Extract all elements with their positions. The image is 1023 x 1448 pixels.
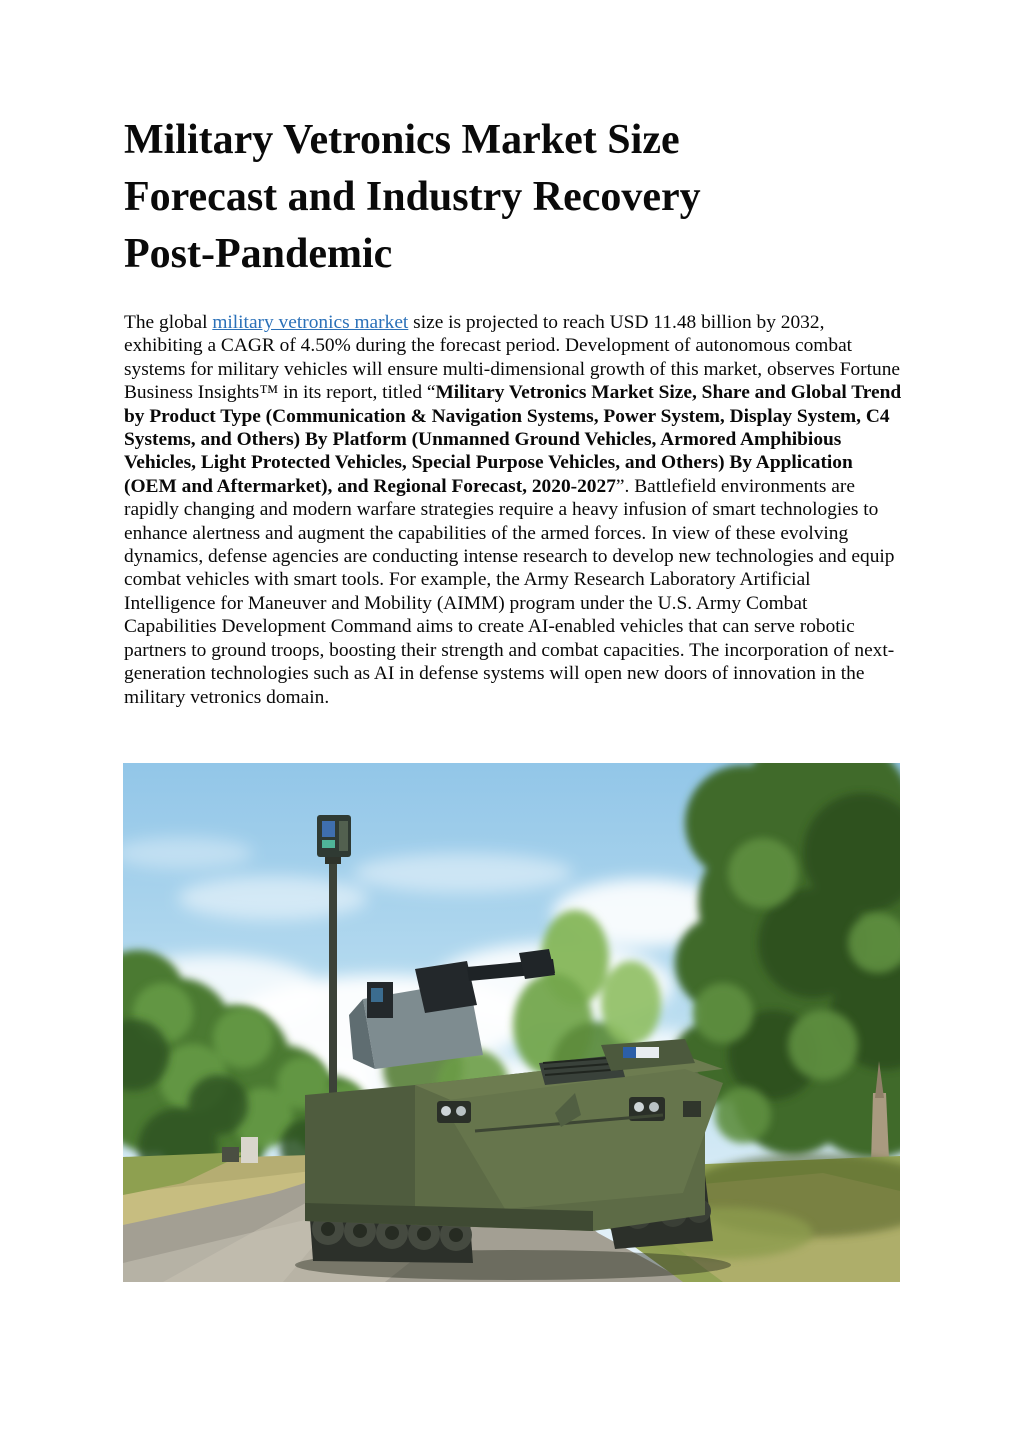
paragraph-text: ”. Battlefield environments are rapidly changing and modern warfare strategies require a heavy infusion of smart technologies to enhance alertness and augment the capabilities of the armed forces. In view of these evolving dynamics, defense agencies are conducting intense research to develop new technologies and equip combat vehicles with smart tools. For example, the Army Research Laboratory Artificial Intelligence for Maneuver and Mobility (AIMM) program under the U.S. Army Combat Capabilities Development Command aims to create AI-enabled vehicles that can serve robotic partners to ground troops, boosting their strength and combat capacities. The incorporation of next-generation technologies such as AI in defense systems will open new doors of innovation in the military vetronics domain.: [124, 475, 895, 708]
article-paragraph: [124, 311, 904, 709]
article-title: [124, 112, 916, 283]
military-vehicle-photo-illustration: [123, 763, 900, 1282]
paragraph-text: The global: [124, 312, 213, 333]
title-line-3: Post-Pandemic: [124, 231, 393, 277]
report-title-bold-text: Military Vetronics Market Size, Share and Global Trend by Product Type (Communication & Navigation Systems, Power System, Display System, C4 Systems, and Others) By Platform (Unmanned Ground Vehicles, Armored Amphibious Vehicles, Light Protected Vehicles, Special Purpose Vehicles, and Others) By Application (OEM and Aftermarket), and Regional Forecast, 2020-2027: [124, 382, 902, 497]
military-vetronics-market-link[interactable]: military vetronics market: [212, 312, 409, 333]
paragraph-text: size is projected to reach USD 11.48 billion by 2032, exhibiting a CAGR of 4.50% during the forecast period. Development of autonomous combat systems for military vehicles will ensure multi-dimensional growth of this market, observes Fortune Business Insights™ in its report, titled “: [124, 312, 901, 404]
article-photo: [123, 763, 900, 1282]
title-line-1: Military Vetronics Market Size: [124, 117, 680, 163]
title-line-2: Forecast and Industry Recovery: [124, 174, 701, 220]
